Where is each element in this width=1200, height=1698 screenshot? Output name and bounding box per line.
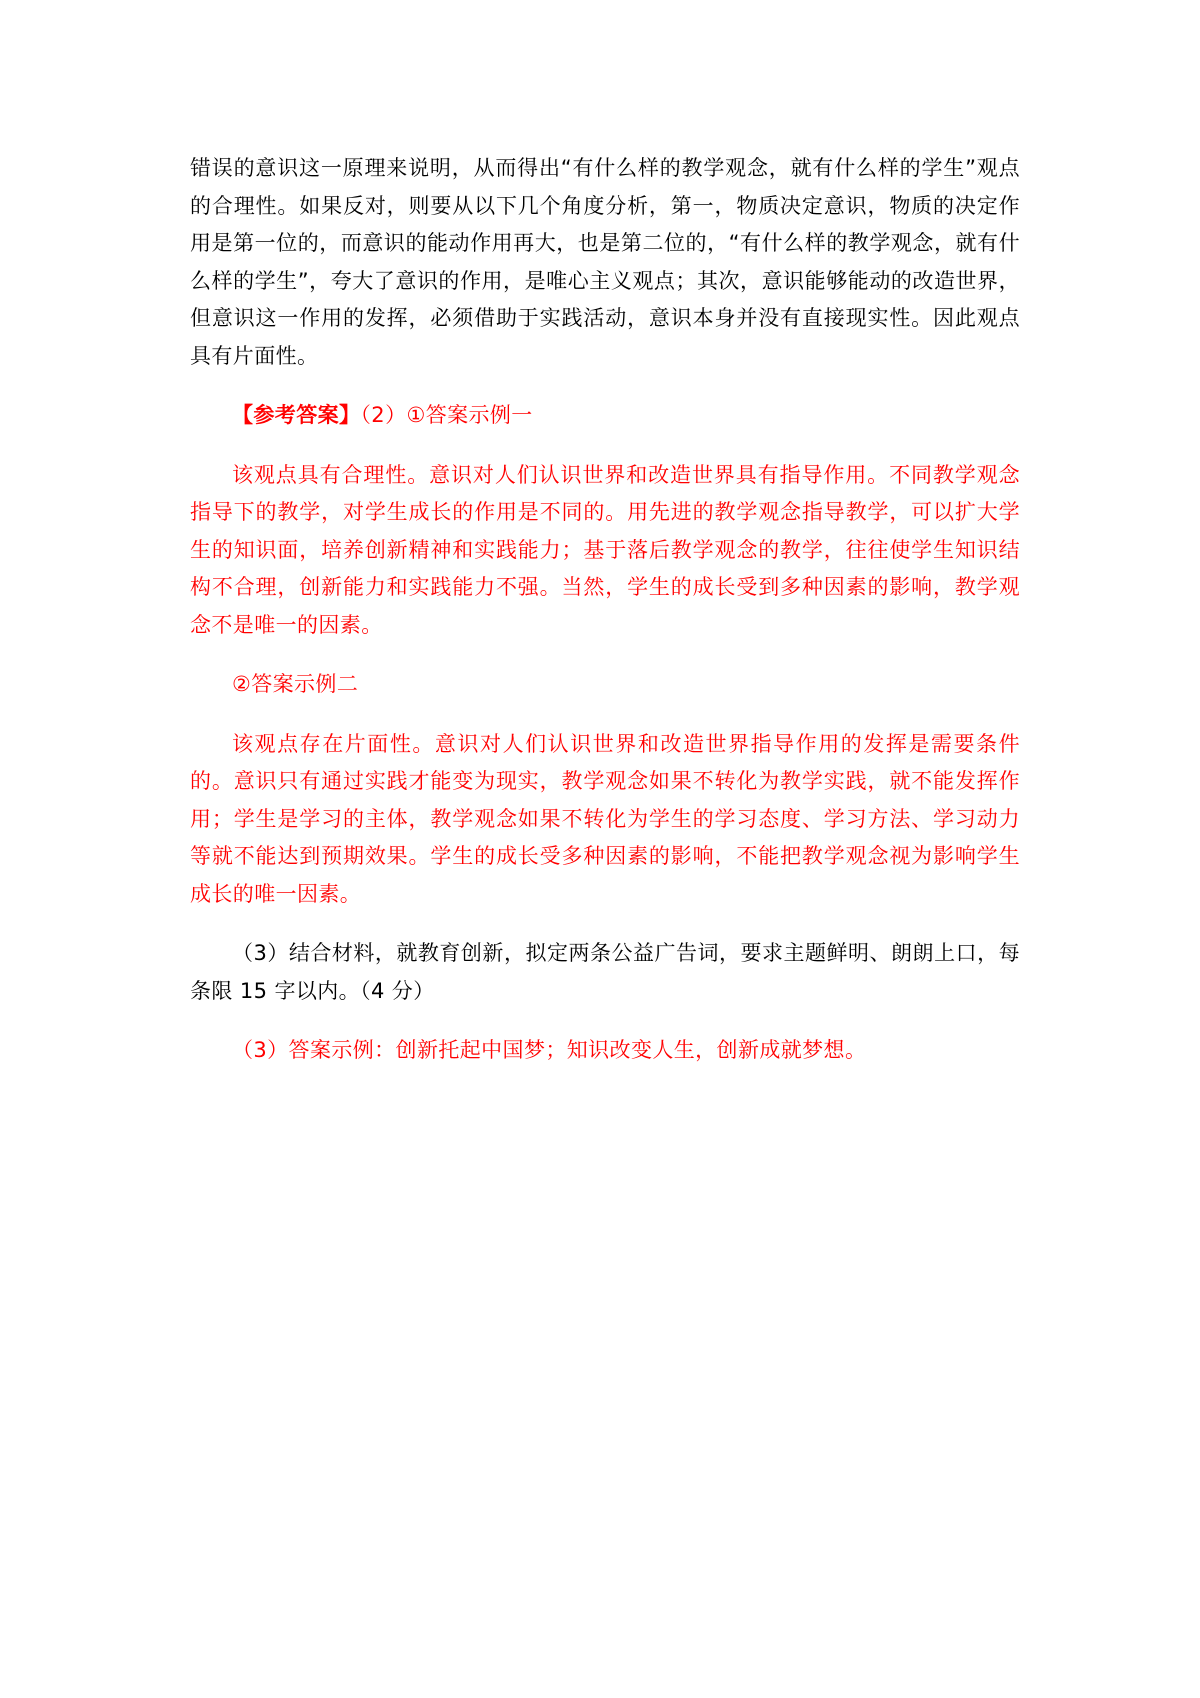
document-page bbox=[190, 150, 1020, 1070]
reference-answer-label: 【参考答案】 bbox=[232, 403, 361, 427]
analysis-paragraph: 错误的意识这一原理来说明，从而得出“有什么样的教学观念，就有什么样的学生”观点的合理性。如果反对，则要从以下几个角度分析，第一，物质决定意识，物质的决定作用是第一位的，而意识的能动作用再大，也是第二位的，“有什么样的教学观念，就有什么样的学生”，夸大了意识的作用，是唯心主义观点；其次，意识能够能动的改造世界，但意识这一作用的发挥，必须借助于实践活动，意识本身并没有直接现实性。因此观点具有片面性。 bbox=[190, 156, 1020, 368]
reference-answer-part: （2）①答案示例一 bbox=[360, 403, 533, 427]
reference-answer-heading bbox=[190, 397, 1020, 435]
example-two-paragraph: 该观点存在片面性。意识对人们认识世界和改造世界指导作用的发挥是需要条件的。意识只有通过实践才能变为现实，教学观念如果不转化为教学实践，就不能发挥作用；学生是学习的主体，教学观念如果不转化为学生的学习态度、学习方法、学习动力等就不能达到预期效果。学生的成长受多种因素的影响，不能把教学观念视为影响学生成长的唯一因素。 bbox=[190, 731, 1020, 906]
answer-three: （3）答案示例：创新托起中国梦；知识改变人生，创新成就梦想。 bbox=[232, 1038, 867, 1062]
example-two-heading: ②答案示例二 bbox=[232, 672, 359, 696]
question-three: （3）结合材料，就教育创新，拟定两条公益广告词，要求主题鲜明、朗朗上口，每条限 15 字以内。（4 分） bbox=[190, 941, 1020, 1003]
example-one-paragraph: 该观点具有合理性。意识对人们认识世界和改造世界具有指导作用。不同教学观念指导下的教学，对学生成长的作用是不同的。用先进的教学观念指导教学，可以扩大学生的知识面，培养创新精神和实践能力；基于落后教学观念的教学，往往使学生知识结构不合理，创新能力和实践能力不强。当然，学生的成长受到多种因素的影响，教学观念不是唯一的因素。 bbox=[190, 462, 1020, 637]
